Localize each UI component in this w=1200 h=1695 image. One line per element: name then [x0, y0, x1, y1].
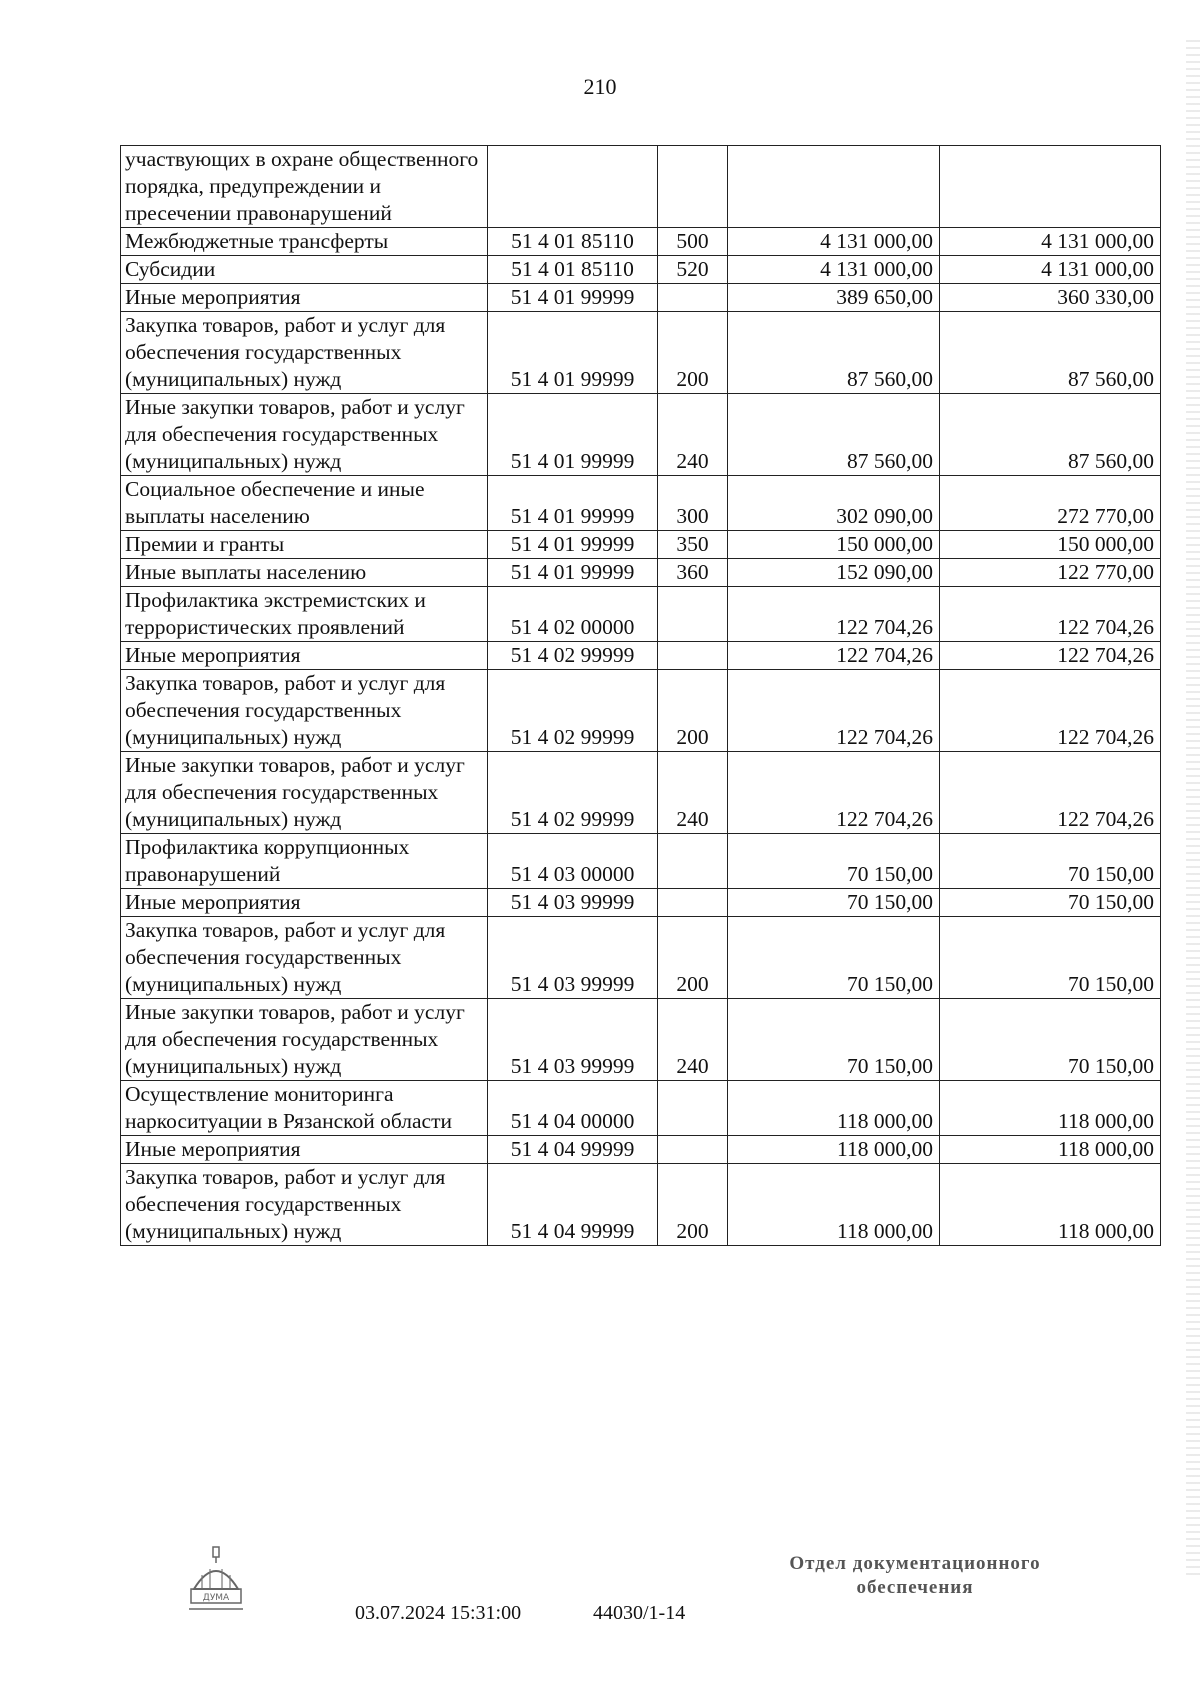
cell-value-1: 152 090,00	[728, 559, 940, 587]
cell-value-1: 4 131 000,00	[728, 256, 940, 284]
cell-value-1: 122 704,26	[728, 587, 940, 642]
registration-date: 03.07.2024 15:31:00	[355, 1602, 522, 1624]
cell-name: Закупка товаров, работ и услуг для обеспечения государственных (муниципальных) нужд	[121, 917, 488, 999]
cell-code: 51 4 02 99999	[488, 670, 658, 752]
cell-type: 200	[658, 1164, 728, 1246]
cell-type: 200	[658, 917, 728, 999]
cell-value-1: 122 704,26	[728, 752, 940, 834]
cell-value-2: 70 150,00	[940, 917, 1161, 999]
table-row	[121, 146, 1161, 228]
table-row	[121, 559, 1161, 587]
budget-table	[120, 145, 1161, 1246]
cell-value-1: 87 560,00	[728, 312, 940, 394]
cell-value-1: 122 704,26	[728, 670, 940, 752]
cell-code: 51 4 01 99999	[488, 531, 658, 559]
cell-name: Осуществление мониторинга наркоситуации в Рязанской области	[121, 1081, 488, 1136]
table-row	[121, 394, 1161, 476]
stamp-line-2: обеспечения	[856, 1577, 974, 1598]
table-row	[121, 889, 1161, 917]
table-row	[121, 999, 1161, 1081]
cell-code: 51 4 04 99999	[488, 1136, 658, 1164]
table-row	[121, 531, 1161, 559]
cell-value-2: 70 150,00	[940, 999, 1161, 1081]
table-row	[121, 312, 1161, 394]
table-row	[121, 670, 1161, 752]
cell-type	[658, 284, 728, 312]
cell-name: участвующих в охране общественного порядка, предупреждении и пресечении правонарушений	[121, 146, 488, 228]
cell-value-2: 122 704,26	[940, 642, 1161, 670]
cell-value-2: 118 000,00	[940, 1164, 1161, 1246]
table-row	[121, 284, 1161, 312]
cell-code: 51 4 01 85110	[488, 256, 658, 284]
cell-value-2: 150 000,00	[940, 531, 1161, 559]
cell-value-2: 360 330,00	[940, 284, 1161, 312]
cell-name: Социальное обеспечение и иные выплаты населению	[121, 476, 488, 531]
cell-name: Иные мероприятия	[121, 284, 488, 312]
scan-edge-artifact	[1186, 40, 1200, 1580]
cell-value-1: 118 000,00	[728, 1164, 940, 1246]
cell-name: Иные мероприятия	[121, 889, 488, 917]
cell-code: 51 4 02 99999	[488, 752, 658, 834]
cell-type	[658, 1136, 728, 1164]
cell-name: Закупка товаров, работ и услуг для обеспечения государственных (муниципальных) нужд	[121, 1164, 488, 1246]
cell-code: 51 4 01 99999	[488, 394, 658, 476]
cell-value-1: 70 150,00	[728, 999, 940, 1081]
cell-type	[658, 146, 728, 228]
cell-type	[658, 1081, 728, 1136]
cell-value-1: 70 150,00	[728, 889, 940, 917]
cell-type: 350	[658, 531, 728, 559]
cell-value-1: 302 090,00	[728, 476, 940, 531]
cell-code: 51 4 01 99999	[488, 559, 658, 587]
cell-type: 240	[658, 752, 728, 834]
cell-value-1: 70 150,00	[728, 834, 940, 889]
cell-code: 51 4 01 85110	[488, 228, 658, 256]
cell-value-2: 118 000,00	[940, 1081, 1161, 1136]
cell-type: 240	[658, 999, 728, 1081]
table-row	[121, 752, 1161, 834]
table-row	[121, 1164, 1161, 1246]
table-row	[121, 917, 1161, 999]
cell-value-2: 87 560,00	[940, 312, 1161, 394]
cell-value-2: 4 131 000,00	[940, 228, 1161, 256]
cell-code: 51 4 02 99999	[488, 642, 658, 670]
cell-value-1: 150 000,00	[728, 531, 940, 559]
cell-value-1: 87 560,00	[728, 394, 940, 476]
cell-value-2: 87 560,00	[940, 394, 1161, 476]
cell-type	[658, 834, 728, 889]
cell-code: 51 4 03 00000	[488, 834, 658, 889]
cell-code: 51 4 04 00000	[488, 1081, 658, 1136]
table-row	[121, 834, 1161, 889]
cell-type	[658, 587, 728, 642]
cell-name: Межбюджетные трансферты	[121, 228, 488, 256]
cell-name: Субсидии	[121, 256, 488, 284]
cell-value-2: 70 150,00	[940, 834, 1161, 889]
cell-name: Иные мероприятия	[121, 1136, 488, 1164]
cell-type: 360	[658, 559, 728, 587]
cell-value-1: 118 000,00	[728, 1136, 940, 1164]
logo-text: ДУМА	[202, 1593, 230, 1603]
cell-name: Закупка товаров, работ и услуг для обеспечения государственных (муниципальных) нужд	[121, 312, 488, 394]
cell-type: 520	[658, 256, 728, 284]
cell-type: 200	[658, 670, 728, 752]
cell-name: Иные мероприятия	[121, 642, 488, 670]
cell-value-2: 122 704,26	[940, 752, 1161, 834]
cell-value-1: 389 650,00	[728, 284, 940, 312]
table-row	[121, 587, 1161, 642]
cell-type: 500	[658, 228, 728, 256]
cell-code: 51 4 01 99999	[488, 312, 658, 394]
cell-value-2	[940, 146, 1161, 228]
table-row	[121, 1081, 1161, 1136]
cell-code	[488, 146, 658, 228]
cell-value-1: 118 000,00	[728, 1081, 940, 1136]
table-row	[121, 256, 1161, 284]
cell-code: 51 4 01 99999	[488, 284, 658, 312]
cell-value-2: 122 770,00	[940, 559, 1161, 587]
table-row	[121, 1136, 1161, 1164]
cell-type: 240	[658, 394, 728, 476]
cell-value-2: 122 704,26	[940, 670, 1161, 752]
cell-value-2: 70 150,00	[940, 889, 1161, 917]
cell-name: Закупка товаров, работ и услуг для обеспечения государственных (муниципальных) нужд	[121, 670, 488, 752]
table-row	[121, 642, 1161, 670]
cell-value-2: 122 704,26	[940, 587, 1161, 642]
cell-code: 51 4 02 00000	[488, 587, 658, 642]
cell-value-1: 70 150,00	[728, 917, 940, 999]
cell-code: 51 4 03 99999	[488, 889, 658, 917]
cell-type: 200	[658, 312, 728, 394]
duma-logo-icon	[188, 1545, 244, 1617]
cell-name: Профилактика коррупционных правонарушений	[121, 834, 488, 889]
cell-value-2: 272 770,00	[940, 476, 1161, 531]
cell-type: 300	[658, 476, 728, 531]
table-row	[121, 476, 1161, 531]
department-stamp	[770, 1552, 1060, 1600]
cell-value-1: 4 131 000,00	[728, 228, 940, 256]
cell-name: Иные выплаты населению	[121, 559, 488, 587]
cell-code: 51 4 03 99999	[488, 917, 658, 999]
cell-name: Иные закупки товаров, работ и услуг для обеспечения государственных (муниципальных) нужд	[121, 394, 488, 476]
cell-code: 51 4 03 99999	[488, 999, 658, 1081]
cell-value-2: 118 000,00	[940, 1136, 1161, 1164]
cell-name: Профилактика экстремистских и террористических проявлений	[121, 587, 488, 642]
cell-code: 51 4 04 99999	[488, 1164, 658, 1246]
registration-number: 44030/1-14	[593, 1602, 686, 1624]
cell-value-1: 122 704,26	[728, 642, 940, 670]
cell-code: 51 4 01 99999	[488, 476, 658, 531]
cell-value-2: 4 131 000,00	[940, 256, 1161, 284]
cell-type	[658, 889, 728, 917]
table-body	[121, 146, 1161, 1246]
cell-name: Премии и гранты	[121, 531, 488, 559]
cell-type	[658, 642, 728, 670]
cell-name: Иные закупки товаров, работ и услуг для обеспечения государственных (муниципальных) нужд	[121, 752, 488, 834]
table-row	[121, 228, 1161, 256]
page-number: 210	[583, 74, 617, 99]
cell-value-1	[728, 146, 940, 228]
cell-name: Иные закупки товаров, работ и услуг для обеспечения государственных (муниципальных) нужд	[121, 999, 488, 1081]
stamp-line-1: Отдел документационного	[789, 1553, 1041, 1574]
